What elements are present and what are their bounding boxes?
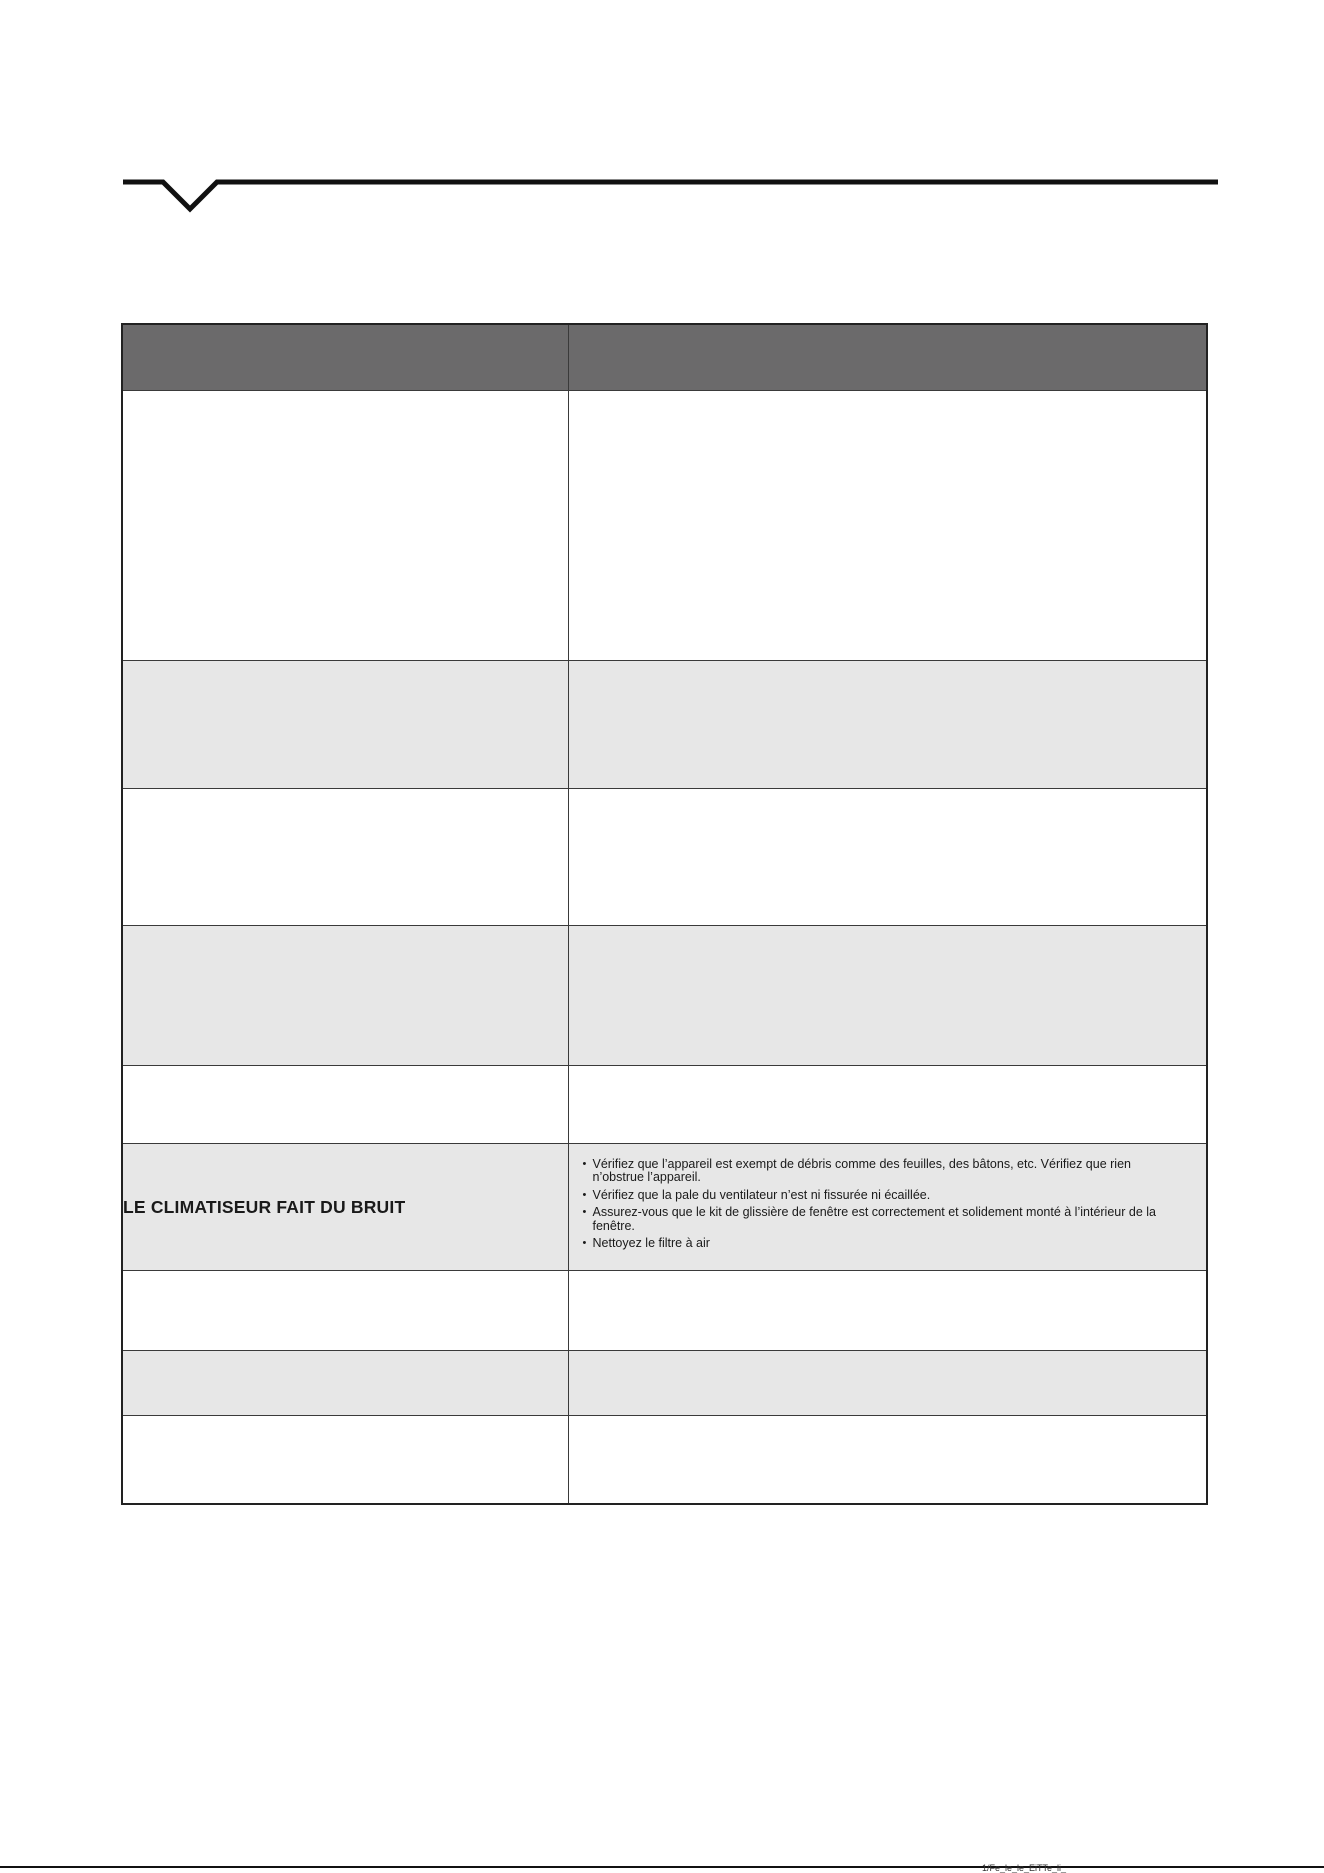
- problem-cell: [122, 391, 568, 661]
- table-row: [122, 661, 1207, 789]
- problem-cell: [122, 1416, 568, 1504]
- table-row: [122, 1351, 1207, 1416]
- table-row: [122, 789, 1207, 926]
- problem-cell: [122, 661, 568, 789]
- solution-item: • Vérifiez que la pale du ventilateur n’est ni fissurée ni écaillée.: [583, 1189, 1179, 1203]
- table-row: [122, 1066, 1207, 1144]
- table-row: [122, 1271, 1207, 1351]
- table-row: [122, 1416, 1207, 1504]
- problem-cell: LE CLIMATISEUR FAIT DU BRUIT: [122, 1144, 568, 1271]
- solution-cell: [568, 1351, 1207, 1416]
- solution-list: [569, 1150, 1207, 1265]
- solution-cell: [568, 661, 1207, 789]
- problem-cell: [122, 1271, 568, 1351]
- solution-item: • Vérifiez que l’appareil est exempt de débris comme des feuilles, des bâtons, etc. Vérifiez que rien n’obstrue l’appareil.: [583, 1158, 1179, 1185]
- solution-cell: [568, 789, 1207, 926]
- problem-cell: [122, 926, 568, 1066]
- solution-cell: [568, 1271, 1207, 1351]
- table-row: [122, 391, 1207, 661]
- footer-rule: [0, 1866, 1324, 1868]
- section-header-rule: [120, 168, 1220, 218]
- problem-column-header: [122, 324, 568, 391]
- table-row: [122, 1144, 1207, 1271]
- solution-column-header: [568, 324, 1207, 391]
- table-header-row: [122, 324, 1207, 391]
- solution-item: • Assurez-vous que le kit de glissière de fenêtre est correctement et solidement monté à l’intérieur de la fenêtre.: [583, 1206, 1179, 1233]
- problem-cell: [122, 1066, 568, 1144]
- problem-cell: [122, 789, 568, 926]
- solution-cell: [568, 1144, 1207, 1271]
- troubleshooting-table: [121, 323, 1208, 1505]
- problem-cell: [122, 1351, 568, 1416]
- solution-cell: [568, 391, 1207, 661]
- solution-item: • Nettoyez le filtre à air: [583, 1237, 1179, 1251]
- footer-mark: 1/Fe_le_le_EiTTe_li_: [981, 1863, 1066, 1873]
- solution-cell: [568, 926, 1207, 1066]
- solution-cell: [568, 1066, 1207, 1144]
- solution-cell: [568, 1416, 1207, 1504]
- table-row: [122, 926, 1207, 1066]
